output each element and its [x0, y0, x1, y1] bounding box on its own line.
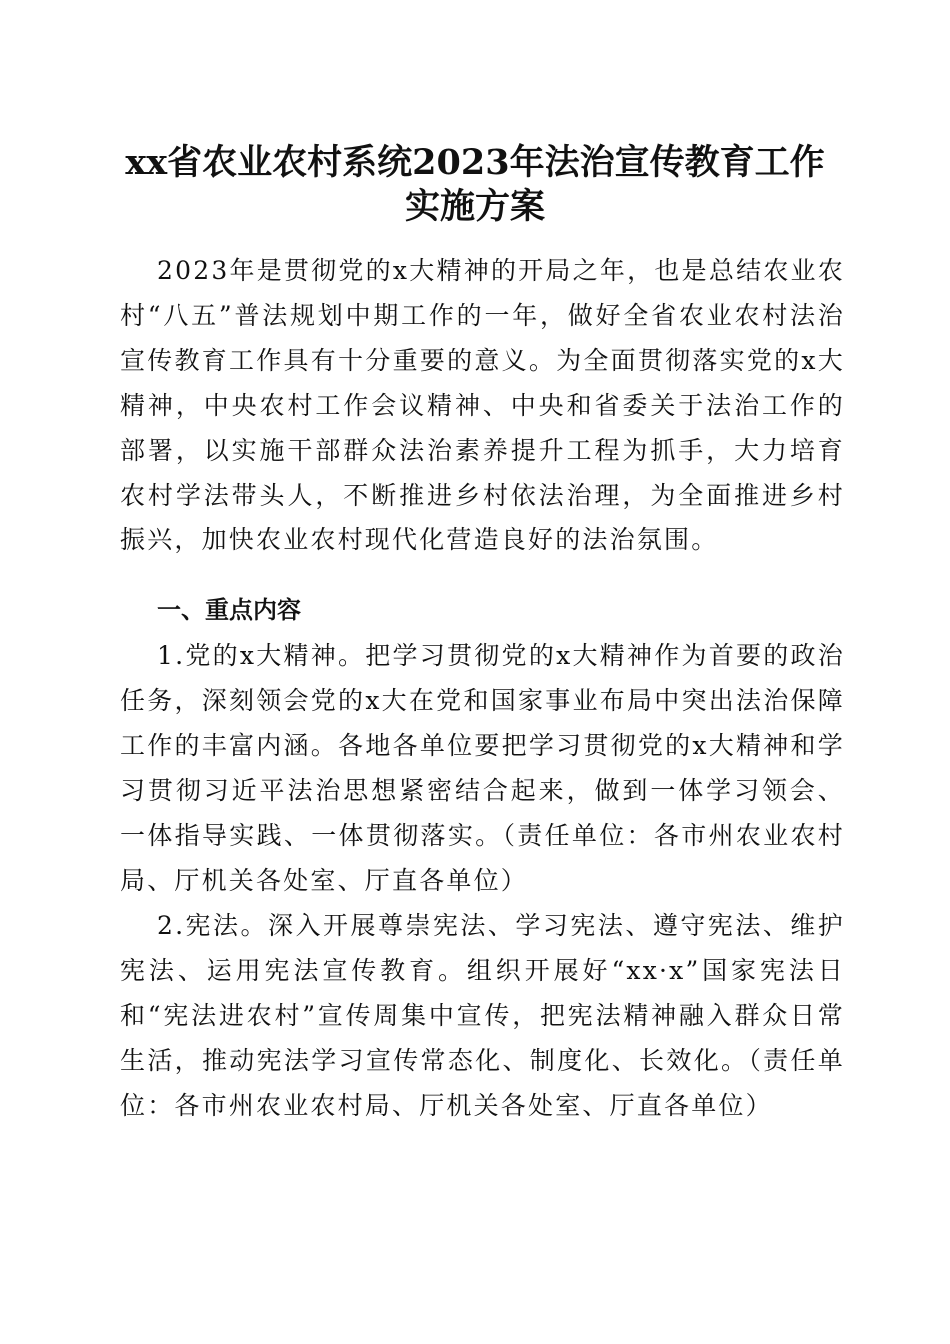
item-1-paragraph: 1.党的x大精神。把学习贯彻党的x大精神作为首要的政治任务，深刻领会党的x大在党和国家事业布局中突出法治保障工作的丰富内涵。各地各单位要把学习贯彻党的x大精神和学习贯彻习近平法治思想紧密结合起来，做到一体学习领会、一体指导实践、一体贯彻落实。（责任单位：各市州农业农村局、厅机关各处室、厅直各单位）: [120, 641, 845, 895]
item-2-paragraph: 2.宪法。深入开展尊崇宪法、学习宪法、遵守宪法、维护宪法、运用宪法宣传教育。组织开展好“xx·x”国家宪法日和“宪法进农村”宣传周集中宣传，把宪法精神融入群众日常生活，推动宪法学习宣传常态化、制度化、长效化。（责任单位：各市州农业农村局、厅机关各处室、厅直各单位）: [120, 911, 845, 1120]
document-title-line-2: 实施方案: [404, 186, 545, 227]
section-heading: 一、重点内容: [157, 596, 301, 624]
document-title-line-1: xx省农业农村系统2023年法治宣传教育工作: [125, 142, 825, 183]
intro-paragraph: 2023年是贯彻党的x大精神的开局之年，也是总结农业农村“八五”普法规划中期工作的一年，做好全省农业农村法治宣传教育工作具有十分重要的意义。为全面贯彻落实党的x大精神，中央农村工作会议精神、中央和省委关于法治工作的部署，以实施干部群众法治素养提升工程为抓手，大力培育农村学法带头人，不断推进乡村依法治理，为全面推进乡村振兴，加快农业农村现代化营造良好的法治氛围。: [120, 256, 845, 555]
